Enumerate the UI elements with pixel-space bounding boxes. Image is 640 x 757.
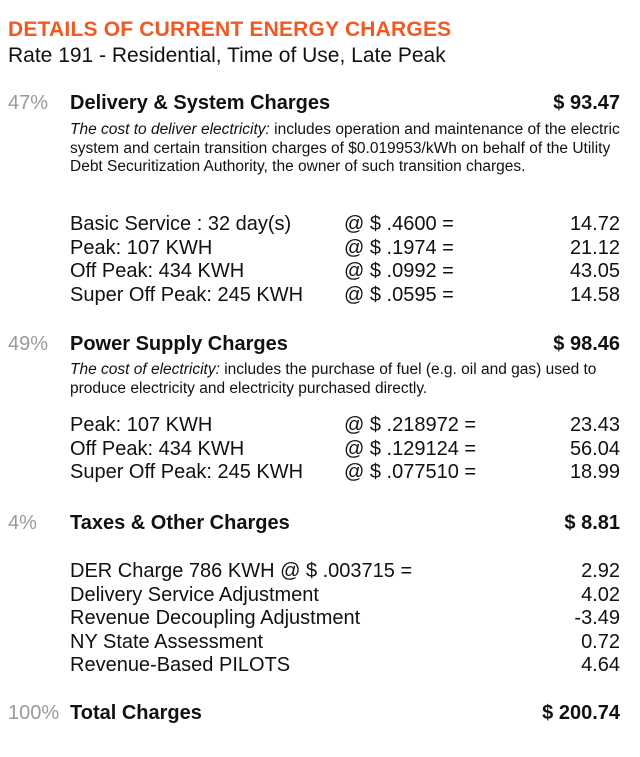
charge-row [70,414,620,438]
row-rate: @ $ .129124 = [344,437,477,460]
row-label: Off Peak: 434 KWH [70,437,245,460]
row-rate: @ $ .0992 = [344,260,454,282]
charge-row [70,213,620,237]
supply-desc-text: includes the purchase of fuel (e.g. oil and gas) used to produce electricity and electricity purchased directly. [70,361,597,397]
taxes-header [0,512,640,538]
taxes-title: Taxes & Other Charges [70,512,290,534]
supply-section [0,333,640,483]
row-amount: 23.43 [569,414,620,436]
row-label: Revenue-Based PILOTS [70,654,291,676]
supply-percent: 49% [8,333,49,355]
row-amount: 14.58 [569,283,620,306]
supply-header [0,333,640,359]
total-row [0,702,640,728]
delivery-section [0,92,640,306]
charge-row [70,584,620,608]
delivery-desc-text: includes operation and maintenance of the electric system and certain transition charges of $0.019953/kWh on behalf of the Utility Debt Securitization Authority, the owner of such transition charges. [70,121,620,175]
row-amount: -3.49 [574,607,620,629]
delivery-header [0,92,640,118]
taxes-section [0,512,640,676]
row-label: Off Peak: 434 KWH [70,260,245,282]
charge-row [70,260,620,284]
row-rate: @ $ .0595 = [344,283,454,306]
charge-row [70,607,620,631]
row-label: Basic Service : 32 day(s) [70,213,292,235]
row-amount: 43.05 [569,260,620,282]
row-label: DER Charge 786 KWH @ $ .003715 = [70,560,413,582]
row-label: Peak: 107 KWH [70,414,213,436]
charge-row [70,284,620,308]
taxes-percent: 4% [8,512,37,534]
charge-row [70,631,620,655]
total-section [0,702,640,728]
row-rate: @ $ .077510 = [344,461,477,483]
taxes-amount: $ 8.81 [564,512,620,534]
supply-title: Power Supply Charges [70,333,288,355]
row-label: Delivery Service Adjustment [70,583,319,606]
row-label: Peak: 107 KWH [70,236,213,259]
charge-row [70,560,620,584]
row-rate: @ $ .1974 = [344,236,454,259]
rate-subtitle: Rate 191 - Residential, Time of Use, Late Peak [8,44,446,67]
row-amount: 56.04 [569,437,620,460]
charge-row [70,461,620,485]
delivery-desc-em: The cost to deliver electricity: [70,121,270,138]
row-amount: 4.02 [581,583,620,606]
row-amount: 2.92 [581,560,620,582]
row-amount: 14.72 [569,213,620,235]
row-rate: @ $ .218972 = [344,414,477,436]
row-amount: 4.64 [581,654,620,676]
charge-row [70,438,620,462]
row-label: Super Off Peak: 245 KWH [70,283,304,306]
charge-row [70,237,620,261]
delivery-amount: $ 93.47 [553,92,620,114]
row-label: Super Off Peak: 245 KWH [70,461,304,483]
delivery-description [70,121,620,177]
row-rate: @ $ .4600 = [344,213,454,235]
delivery-rows [70,213,620,307]
supply-description [70,361,620,398]
supply-rows [70,414,620,485]
row-amount: 21.12 [569,236,620,259]
row-amount: 0.72 [581,630,620,653]
delivery-title: Delivery & System Charges [70,92,331,114]
total-label: Total Charges [70,702,202,724]
delivery-percent: 47% [8,92,49,114]
row-label: NY State Assessment [70,630,264,653]
page-title: DETAILS OF CURRENT ENERGY CHARGES [8,18,452,41]
supply-desc-em: The cost of electricity: [70,361,220,378]
charge-row [70,654,620,678]
total-percent: 100% [8,702,60,724]
row-label: Revenue Decoupling Adjustment [70,607,361,629]
taxes-rows [70,560,620,678]
total-amount: $ 200.74 [542,702,620,724]
row-amount: 18.99 [569,461,620,483]
supply-amount: $ 98.46 [553,333,620,355]
